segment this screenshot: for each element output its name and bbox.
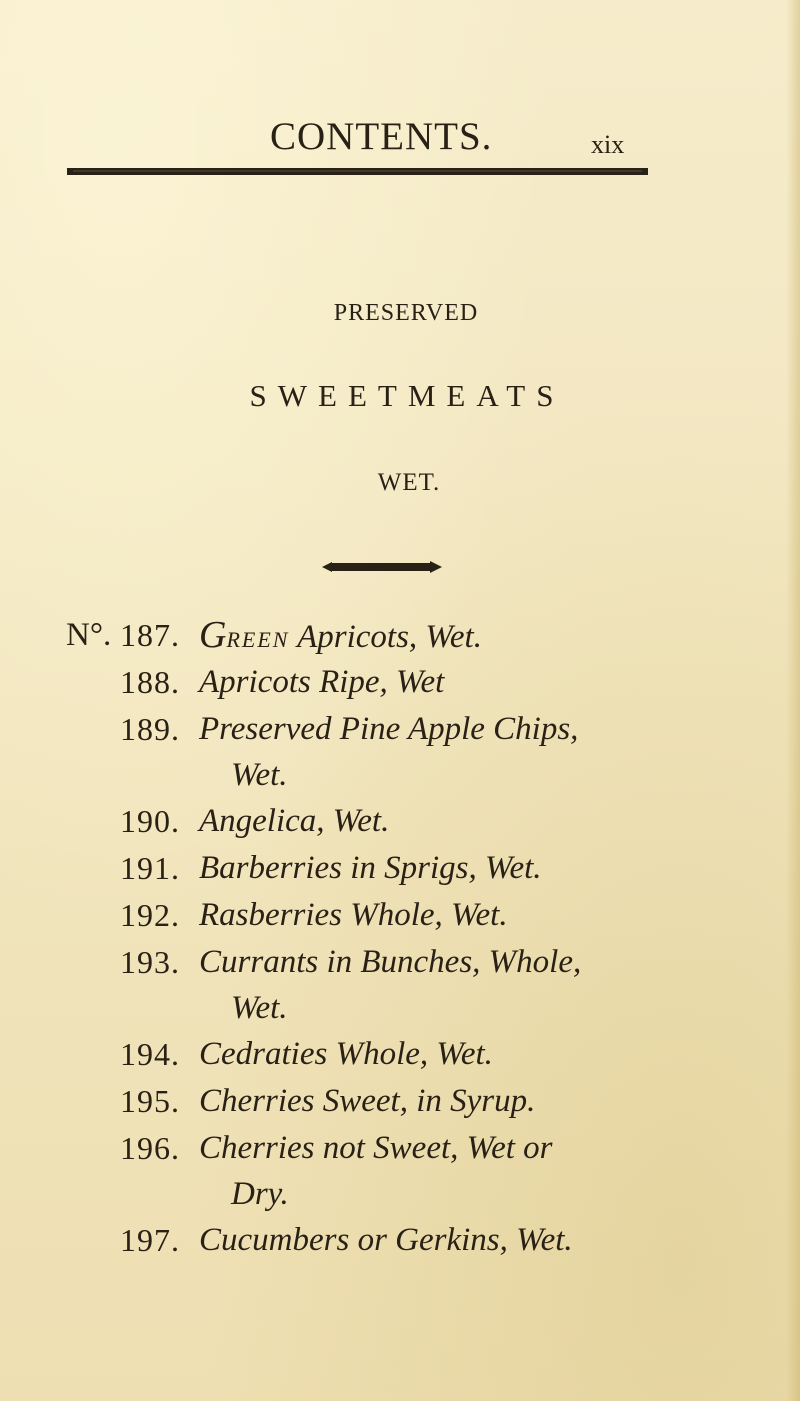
item-number: 190. <box>120 803 180 839</box>
list-item <box>0 798 800 845</box>
title-first-word: GREEN <box>199 614 290 656</box>
page-header <box>0 108 800 168</box>
list-item-continuation <box>0 1172 800 1217</box>
item-number: 195. <box>120 1083 180 1119</box>
item-number: 192. <box>120 897 180 933</box>
item-title: Cherries Sweet, in Syrup. <box>199 1083 536 1119</box>
list-item <box>0 706 800 753</box>
contents-list <box>0 612 800 1264</box>
item-title: Preserved Pine Apple Chips, <box>199 711 579 747</box>
title-rest: Apricots, Wet. <box>297 619 482 655</box>
list-item <box>0 1125 800 1172</box>
section-heading-sweetmeats: SWEETMEATS <box>249 378 565 413</box>
list-item <box>0 892 800 939</box>
list-item <box>0 659 800 706</box>
item-title: Cherries not Sweet, Wet or <box>199 1130 553 1166</box>
running-title: CONTENTS. <box>270 115 493 158</box>
item-title <box>199 612 482 663</box>
list-item <box>0 845 800 892</box>
item-number: 197. <box>120 1222 180 1258</box>
list-item <box>0 939 800 986</box>
item-title: Rasberries Whole, Wet. <box>199 897 508 933</box>
list-item <box>0 612 800 659</box>
item-number: 187. <box>120 617 180 653</box>
item-title: Apricots Ripe, Wet <box>199 664 445 700</box>
list-item <box>0 1031 800 1078</box>
item-title-continuation: Wet. <box>231 757 288 793</box>
number-prefix: N°. <box>66 617 112 653</box>
item-number: 193. <box>120 944 180 980</box>
item-number: 191. <box>120 850 180 886</box>
item-number: 188. <box>120 664 180 700</box>
section-heading-wet: WET. <box>377 469 441 496</box>
ornament-rule <box>322 560 442 574</box>
item-title: Barberries in Sprigs, Wet. <box>199 850 542 886</box>
item-title: Cucumbers or Gerkins, Wet. <box>199 1222 573 1258</box>
header-rule <box>67 167 648 176</box>
item-title: Angelica, Wet. <box>199 803 390 839</box>
item-title-continuation: Wet. <box>231 990 288 1026</box>
page-number: xix <box>591 130 625 159</box>
list-item-continuation <box>0 986 800 1031</box>
section-heading-preserved: PRESERVED <box>333 300 479 326</box>
item-title-continuation: Dry. <box>231 1176 289 1212</box>
item-title: Currants in Bunches, Whole, <box>199 944 582 980</box>
list-item <box>0 1217 800 1264</box>
item-number: 196. <box>120 1130 180 1166</box>
item-number: 194. <box>120 1036 180 1072</box>
list-item-continuation <box>0 753 800 798</box>
list-item <box>0 1078 800 1125</box>
item-number: 189. <box>120 711 180 747</box>
item-title: Cedraties Whole, Wet. <box>199 1036 493 1072</box>
